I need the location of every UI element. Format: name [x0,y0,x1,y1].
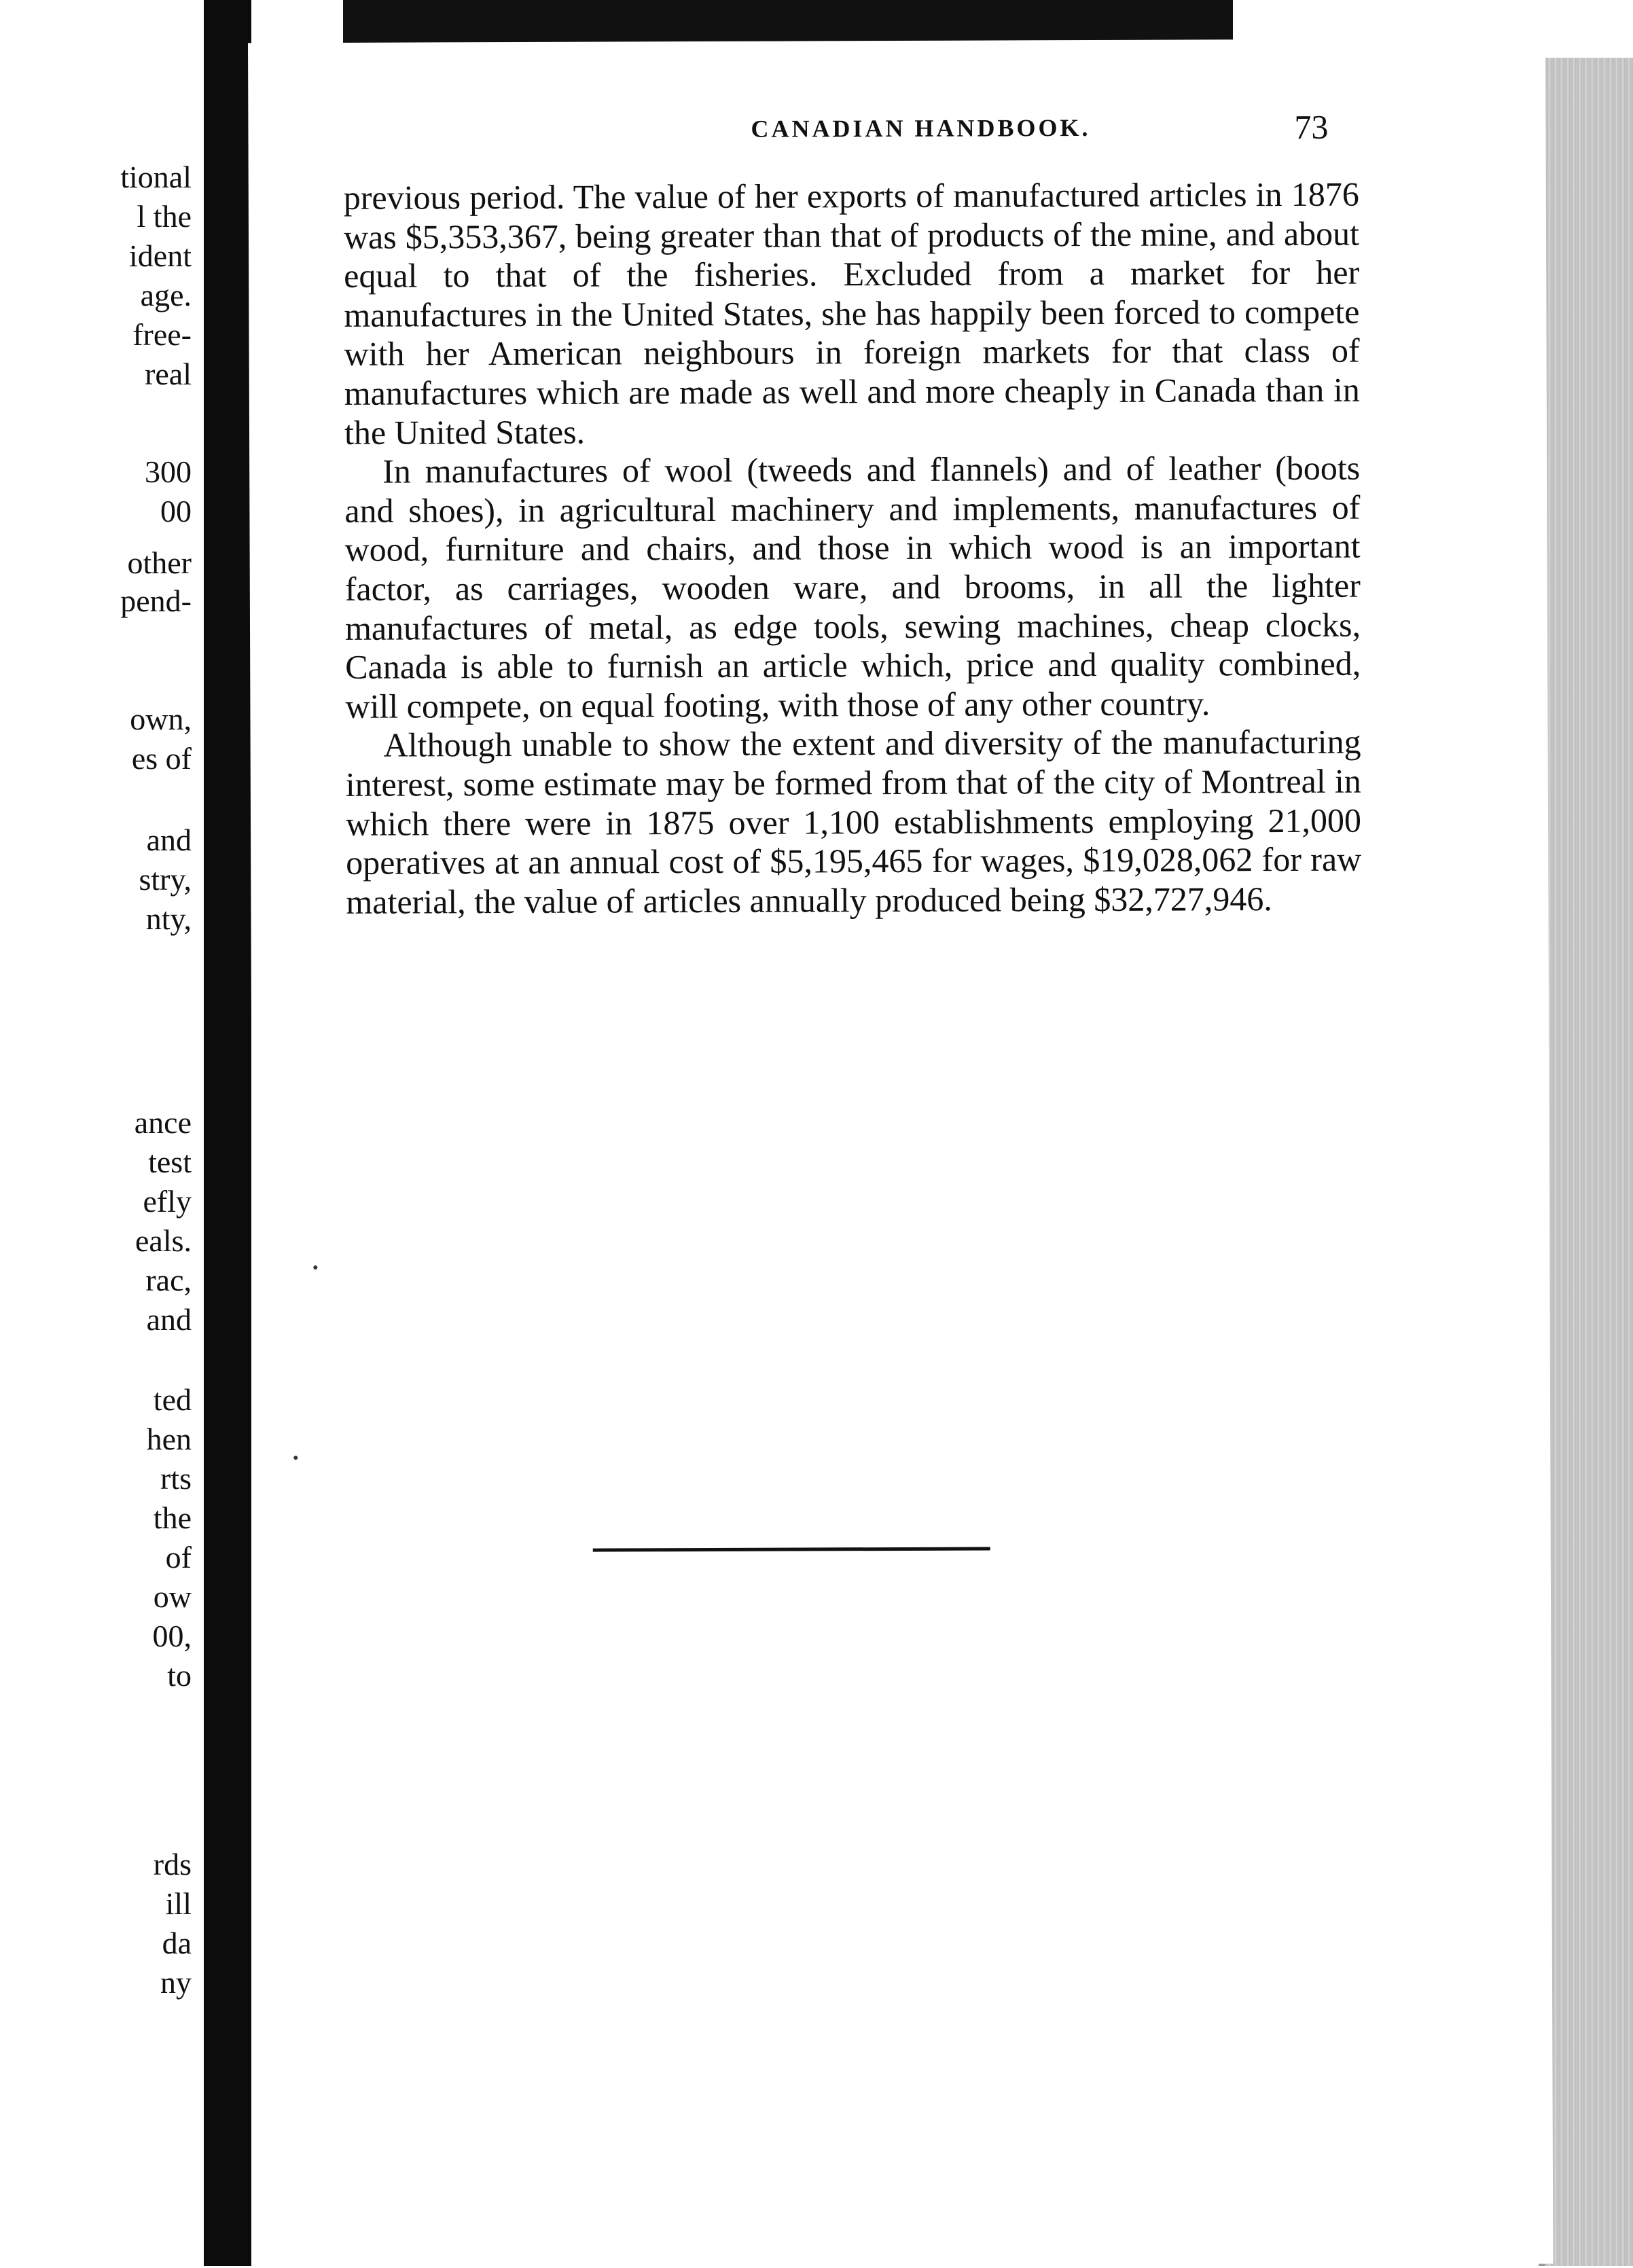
left-line-16: ance [134,1105,192,1140]
left-line-30: rds [153,1847,192,1882]
left-line-4: age. [140,278,192,312]
paragraph-2: In manufactures of wool (tweeds and flannels) and of leather (boots and shoes), in agricultural machinery and implements, manufactures of wood, furniture and chairs, and those in which wood is an important factor, as carriages, wooden ware, and brooms, in all the lighter manufactures of metal, as edge tools, sewing machines, cheap clocks, Canada is able to furnish an article which, price and quality combined, will compete, on equal footing, with those of any other country. [344,448,1361,725]
left-line-15: nty, [145,901,192,936]
paragraph-1: previous period. The value of her exports of manufactured articles in 1876 was $5,353,367, being greater than that of products of the mine, and about equal to that of the fisheries. Excluded from a market for her manufactures in the United States, she has happily been forced to compete with her American neighbours in foreign markets for that class of manufactures which are made as well and more cheaply in Canada than in the United States. [343,175,1360,452]
left-line-11: own, [130,702,192,736]
left-line-20: rac, [145,1263,192,1297]
print-speck [293,1456,298,1460]
left-line-31: ill [165,1886,192,1921]
book-gutter [204,0,251,2266]
left-line-9: other [127,545,192,580]
left-line-19: eals. [134,1223,192,1258]
left-line-7: 300 [145,454,192,489]
body-text [344,175,1362,922]
left-line-25: the [153,1500,192,1535]
book-page [248,39,1553,2268]
left-line-27: ow [153,1579,192,1614]
left-line-23: hen [146,1422,192,1456]
left-line-2: l the [137,199,192,234]
section-rule [593,1547,990,1552]
print-speck [313,1265,317,1270]
left-line-33: ny [160,1965,192,2000]
running-head: CANADIAN HANDBOOK. [751,114,1091,143]
left-line-17: test [148,1145,192,1179]
left-line-18: efly [143,1184,192,1219]
left-line-1: tional [120,160,192,194]
left-line-3: ident [129,238,192,273]
left-line-21: and [146,1302,192,1337]
left-line-13: and [146,823,192,857]
left-line-6: real [145,357,192,391]
left-line-26: of [165,1540,192,1574]
page-number: 73 [1294,107,1329,146]
left-line-32: da [162,1926,192,1960]
paragraph-3: Although unable to show the extent and diversity of the manufacturing interest, some estimate may be formed from that of the city of Montreal in which there were in 1875 over 1,100 establishments employing 21,000 operatives at an annual cost of $5,195,465 for wages, $19,028,062 for raw material, the value of articles annually produced being $32,727,946. [345,722,1362,921]
page-stack-edge [1545,58,1633,2266]
left-line-12: es of [131,741,192,776]
left-line-8: 00 [160,494,192,528]
left-line-22: ted [153,1382,192,1417]
left-line-24: rts [160,1461,192,1496]
left-line-29: to [167,1658,192,1693]
left-line-14: stry, [139,862,192,897]
left-line-28: 00, [152,1619,192,1653]
left-line-10: pend- [120,583,192,618]
left-page-fragment [0,0,204,2266]
left-line-5: free- [132,317,192,352]
